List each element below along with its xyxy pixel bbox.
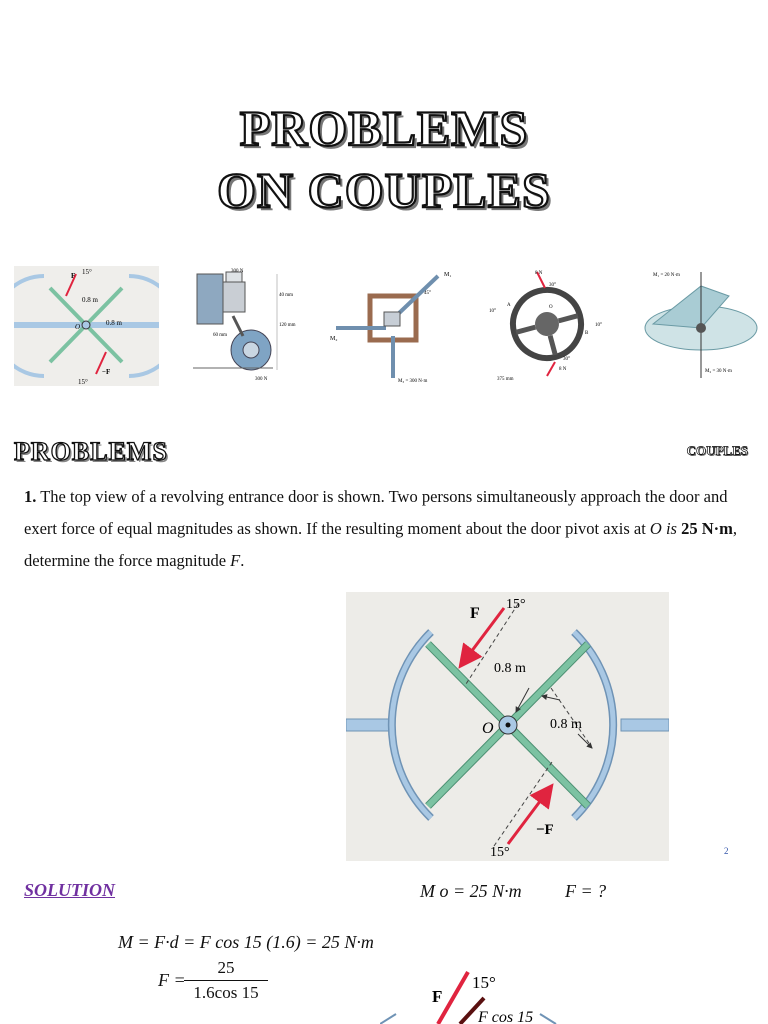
fan-thumbnail (633, 266, 763, 386)
moment-equation: M = F·d = F cos 15 (1.6) = 25 N·m (118, 932, 374, 952)
thumb-door-label: 0.8 m (106, 319, 122, 327)
thumb-door-label: 0.8 m (82, 296, 98, 304)
thumb-door-label: 15° (82, 268, 92, 276)
steering-wheel-thumbnail (485, 266, 607, 386)
force-fraction (184, 958, 268, 1003)
revolving-door-figure (346, 592, 669, 861)
revolving-door-thumbnail (14, 266, 159, 386)
unknown-force: F = ? (565, 881, 607, 901)
solution-heading: SOLUTION (24, 880, 116, 900)
thumb-wheel-label: O (549, 305, 553, 310)
thumb-wheel-label: 10° (489, 309, 496, 314)
problem-text-c: , determine the force magnitude (24, 519, 738, 570)
force-equation-prefix: F = (158, 970, 186, 990)
diagram-component-label: F cos 15 (478, 1009, 534, 1024)
problem-text-a: The top view of a revolving entrance door is shown. Two persons simultaneously approach the door and exert force of equal magnitudes as shown. If the resulting moment about the door pivot axis at (24, 487, 728, 538)
thumb-pulley-label: 60 mm (213, 333, 228, 338)
diagram-angle-label: 15° (472, 973, 496, 992)
thumb-gear-label: M₁ (444, 272, 452, 278)
problem-pivot: O (649, 519, 662, 538)
thumb-gear-label: M₂ (330, 336, 338, 342)
section-heading: PROBLEMS (14, 437, 168, 466)
thumb-door-label: 15° (78, 378, 88, 386)
thumb-wheel-label: 8 N (535, 271, 543, 276)
thumb-pulley-label: 120 mm (279, 323, 296, 328)
thumb-wheel-label: 30° (549, 283, 556, 288)
thumb-wheel-label: 30° (563, 357, 570, 362)
pulley-assembly-thumbnail (193, 266, 305, 386)
figure-arm1-label: 0.8 m (494, 661, 526, 676)
problem-moment: 25 N·m (676, 519, 733, 538)
thumb-wheel-label: A (507, 303, 511, 308)
gear-box-thumbnail (326, 266, 460, 386)
thumb-door-label: O (75, 323, 81, 331)
figure-pivot-label: O (482, 720, 494, 737)
problem-statement (24, 481, 754, 577)
thumb-pulley-label: 300 N (231, 269, 244, 274)
thumb-pulley-label: 40 mm (279, 293, 294, 298)
thumb-wheel-label: 375 mm (497, 377, 514, 382)
force-component-diagram (380, 968, 580, 1024)
thumb-gear-label: M₃ = 300 N·m (398, 379, 428, 384)
thumb-pulley-label: 300 N (255, 377, 268, 382)
thumb-fan-label: M₂ = 30 N·m (705, 369, 732, 374)
thumb-wheel-label: B (585, 331, 589, 336)
diagram-force-label: F (432, 987, 443, 1006)
problem-number: 1. (24, 487, 37, 506)
section-tag: COUPLES (686, 443, 748, 458)
problem-force: F (230, 551, 241, 570)
page-number: 2 (724, 846, 729, 856)
figure-neg-force-label: −F (536, 822, 554, 838)
thumb-fan-label: M₁ = 20 N·m (653, 273, 680, 278)
figure-neg-force-angle: 15° (490, 845, 510, 860)
page-title-line2: ON COUPLES (217, 162, 551, 218)
thumb-wheel-label: 10° (595, 323, 602, 328)
problem-text-d: . (240, 551, 245, 570)
figure-arm2-label: 0.8 m (550, 717, 582, 732)
fraction-denominator: 1.6cos 15 (193, 983, 259, 1002)
problem-text-b: is (665, 519, 677, 538)
given-moment: M o = 25 N·m (420, 881, 522, 901)
thumb-door-label: −F (102, 368, 111, 376)
page-title-line1: PROBLEMS (239, 100, 529, 156)
thumb-wheel-label: 8 N (559, 367, 567, 372)
fraction-numerator: 25 (184, 958, 268, 981)
figure-force-angle: 15° (506, 597, 526, 612)
thumb-door-label: F (71, 272, 76, 280)
thumb-gear-label: 45° (424, 291, 431, 296)
figure-force-label: F (470, 605, 480, 622)
